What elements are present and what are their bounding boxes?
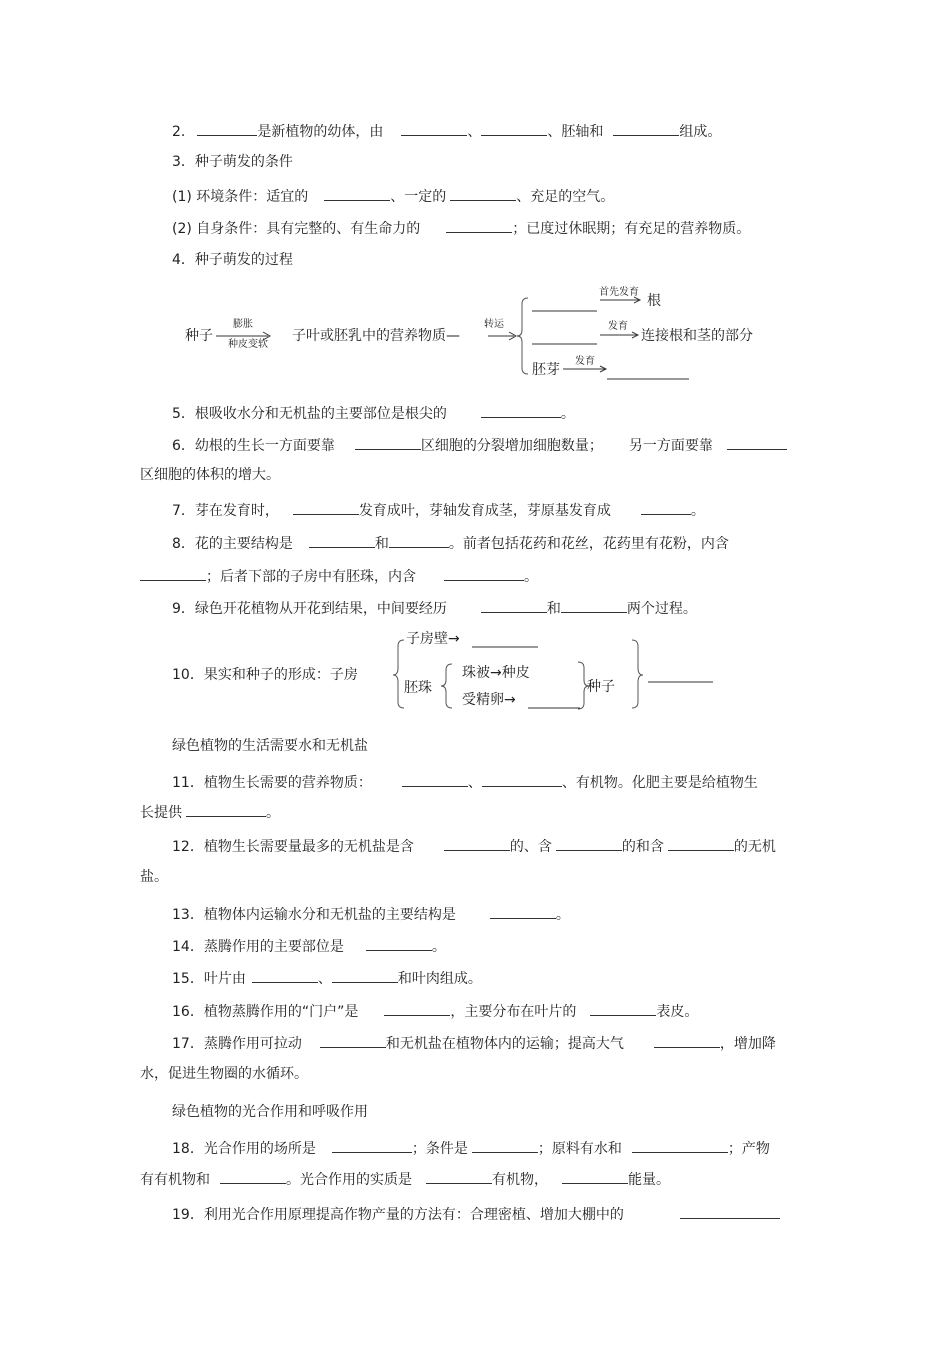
zygote-label: 受精卵→ xyxy=(462,692,516,708)
question-11-cont: 长提供 。 xyxy=(140,802,280,822)
question-3-condition-1: (1) 环境条件：适宜的 、一定的 、充足的空气。 xyxy=(172,186,614,206)
question-11: 11．植物生长需要的营养物质： 、 、有机物。化肥主要是给植物生 xyxy=(172,772,758,792)
ovary-wall-label: 子房壁→ xyxy=(406,631,460,647)
question-3-title: 3．种子萌发的条件 xyxy=(172,154,293,170)
answer-blank[interactable] xyxy=(481,403,561,418)
answer-blank[interactable] xyxy=(490,904,556,919)
question-16: 16．植物蒸腾作用的“门户”是 ，主要分布在叶片的 表皮。 xyxy=(172,1001,698,1021)
transport-label: 转运 xyxy=(484,319,504,330)
answer-blank[interactable] xyxy=(252,968,318,983)
answer-blank[interactable] xyxy=(444,836,510,851)
answer-blank[interactable] xyxy=(680,1204,780,1219)
answer-blank[interactable] xyxy=(426,1169,492,1184)
question-6-cont: 区细胞的体积的增大。 xyxy=(140,467,280,483)
question-14: 14．蒸腾作用的主要部位是 。 xyxy=(172,936,446,956)
seed-result-label: 种子 xyxy=(587,679,615,695)
question-7: 7．芽在发育时， 发育成叶，芽轴发育成茎，芽原基发育成 。 xyxy=(172,500,705,520)
question-17: 17．蒸腾作用可拉动 和无机盐在植物体内的运输；提高大气 ，增加降 xyxy=(172,1033,776,1053)
question-2: 2. 是新植物的幼体，由 、 、胚轴和 组成。 xyxy=(172,121,721,141)
connect-label: 连接根和茎的部分 xyxy=(641,328,753,344)
answer-blank[interactable] xyxy=(641,500,691,515)
answer-blank[interactable] xyxy=(590,1001,656,1016)
question-12-cont: 盐。 xyxy=(140,869,168,885)
coat-softens-label: 种皮变软 xyxy=(228,339,268,350)
ovule-label: 胚珠 xyxy=(404,680,432,696)
question-6: 6．幼根的生长一方面要靠 区细胞的分裂增加细胞数量； 另一方面要靠 xyxy=(172,435,787,455)
first-develop-label: 首先发育 xyxy=(599,287,639,298)
section-heading-water: 绿色植物的生活需要水和无机盐 xyxy=(172,738,368,754)
answer-blank[interactable] xyxy=(472,1138,538,1153)
answer-blank[interactable] xyxy=(384,1001,450,1016)
answer-blank[interactable] xyxy=(402,772,468,787)
answer-blank[interactable] xyxy=(332,968,398,983)
answer-blank[interactable] xyxy=(562,1169,628,1184)
answer-blank[interactable] xyxy=(309,533,375,548)
answer-blank[interactable] xyxy=(654,1033,720,1048)
develop-label-2: 发育 xyxy=(575,356,595,367)
answer-blank[interactable] xyxy=(220,1169,286,1184)
answer-blank[interactable] xyxy=(293,500,359,515)
question-8: 8．花的主要结构是 和 。前者包括花药和花丝，花药里有花粉，内含 xyxy=(172,533,729,553)
nutrient-label: 子叶或胚乳中的营养物质— xyxy=(292,328,460,344)
question-4-title: 4．种子萌发的过程 xyxy=(172,252,293,268)
root-label: 根 xyxy=(647,293,661,309)
answer-blank[interactable] xyxy=(481,598,547,613)
answer-blank[interactable] xyxy=(632,1138,728,1153)
answer-blank[interactable] xyxy=(668,836,734,851)
question-12: 12．植物生长需要量最多的无机盐是含 的、含 的和含 的无机 xyxy=(172,836,776,856)
answer-blank[interactable] xyxy=(556,836,622,851)
answer-blank[interactable] xyxy=(366,936,432,951)
question-17-cont: 水，促进生物圈的水循环。 xyxy=(140,1066,308,1082)
answer-blank[interactable] xyxy=(727,435,787,450)
answer-blank[interactable] xyxy=(332,1138,412,1153)
section-heading-photosynthesis: 绿色植物的光合作用和呼吸作用 xyxy=(172,1104,368,1120)
answer-blank[interactable] xyxy=(186,802,266,817)
answer-blank[interactable] xyxy=(140,566,206,581)
answer-blank[interactable] xyxy=(389,533,449,548)
integument-label: 珠被→种皮 xyxy=(462,665,530,681)
develop-label: 发育 xyxy=(608,321,628,332)
question-13: 13．植物体内运输水分和无机盐的主要结构是 。 xyxy=(172,904,570,924)
question-19: 19．利用光合作用原理提高作物产量的方法有：合理密植、增加大棚中的 xyxy=(172,1204,780,1224)
swell-label: 膨胀 xyxy=(233,319,253,330)
question-3-condition-2: (2) 自身条件：具有完整的、有生命力的 ；已度过休眠期；有充足的营养物质。 xyxy=(172,218,750,238)
question-10-label: 10．果实和种子的形成：子房 xyxy=(172,667,358,683)
question-9: 9．绿色开花植物从开花到结果，中间要经历 和 两个过程。 xyxy=(172,598,697,618)
question-18: 18．光合作用的场所是 ；条件是 ；原料有水和 ；产物 xyxy=(172,1138,770,1158)
bud-label: 胚芽 xyxy=(532,362,560,378)
answer-blank[interactable] xyxy=(320,1033,386,1048)
question-8-cont: ；后者下部的子房中有胚珠，内含 。 xyxy=(140,566,538,586)
question-5: 5．根吸收水分和无机盐的主要部位是根尖的 。 xyxy=(172,403,575,423)
answer-blank[interactable] xyxy=(482,772,562,787)
answer-blank[interactable] xyxy=(561,598,627,613)
question-15: 15．叶片由 、 和叶肉组成。 xyxy=(172,968,482,988)
seed-label: 种子 xyxy=(185,328,213,344)
question-18-cont: 有有机物和 。光合作用的实质是 有机物， 能量。 xyxy=(140,1169,670,1189)
answer-blank[interactable] xyxy=(355,435,421,450)
answer-blank[interactable] xyxy=(444,566,524,581)
